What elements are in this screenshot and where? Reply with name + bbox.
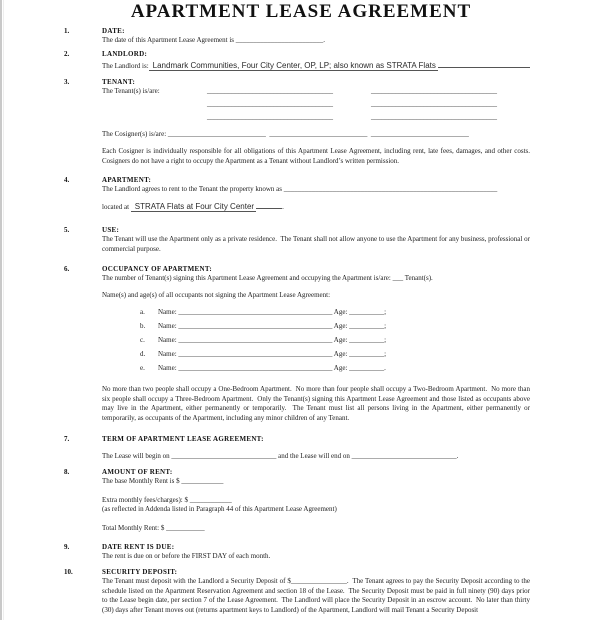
document-title: APARTMENT LEASE AGREEMENT — [130, 1, 472, 22]
occupant-letter: e. — [140, 364, 145, 372]
section-heading: TENANT: — [102, 78, 136, 86]
section-heading: APARTMENT: — [102, 176, 152, 184]
occupant-name-age-line: Name: ____________________________________________ Age: __________; — [158, 350, 387, 358]
address-blank-tail — [256, 200, 282, 209]
section-security-deposit — [64, 568, 530, 615]
occupant-row — [140, 364, 530, 373]
section-heading: SECURITY DEPOSIT: — [102, 568, 178, 576]
section-occupancy — [64, 265, 530, 423]
occupant-row — [140, 336, 530, 345]
occupant-letter: b. — [140, 322, 146, 330]
landlord-label: The Landlord is: — [102, 62, 149, 70]
section-heading: DATE RENT IS DUE: — [102, 543, 175, 551]
occupant-name-age-line: Name: ____________________________________________ Age: __________; — [158, 336, 387, 344]
occupant-name-age-line: Name: ____________________________________________ Age: __________; — [158, 322, 387, 330]
section-number: 1. — [64, 27, 70, 35]
section-tenant — [64, 78, 534, 166]
addenda-note-line: (as reflected in Addenda listed in Paragraph 44 of this Apartment Lease Agreement) — [102, 505, 337, 513]
section-number: 2. — [64, 50, 70, 58]
occupancy-paragraph: No more than two people shall occupy a One-Bedroom Apartment. No more than four people shall occupy a Two-Bedroom Apartment. No more than six people shall occupy a Three-Bedroom Apartment. Only the Tenant(s) signing this Apartment Lease Agreement and those listed as occupants above may live in the Apartment, either permanently or temporarily. The Tenant must list all persons living in the Apartment, either permanently or temporarily, as occupants of the Apartment, including any minor children of any Tenant. — [102, 385, 532, 422]
occupant-name-age-line: Name: ____________________________________________ Age: __________. — [158, 364, 386, 372]
tenant-blank: ____________________________________ — [371, 87, 497, 95]
apartment-line1: The Landlord agrees to rent to the Tenant the property known as _____________________________________________________________ — [102, 185, 498, 193]
cosigner-line: The Cosigner(s) is/are: ____________________________ ____________________________ ____________________________ — [102, 130, 469, 138]
tenant-blank: ____________________________________ — [207, 100, 333, 108]
section-number: 3. — [64, 78, 70, 86]
date-line: The date of this Apartment Lease Agreement is _________________________. — [102, 36, 325, 44]
section-rent-due — [64, 543, 530, 561]
rent-due-line: The rent is due on or before the FIRST DAY of each month. — [102, 552, 271, 560]
tenant-blank: ____________________________________ — [371, 100, 497, 108]
section-heading: USE: — [102, 226, 120, 234]
occupant-letter: c. — [140, 336, 145, 344]
section-number: 4. — [64, 176, 70, 184]
section-number: 10. — [64, 568, 73, 576]
section-heading: TERM OF APARTMENT LEASE AGREEMENT: — [102, 435, 264, 443]
section-number: 5. — [64, 226, 70, 234]
tenant-blank: ____________________________________ — [371, 113, 497, 121]
apartment-address-value: STRATA Flats at Four City Center — [131, 202, 256, 212]
section-number: 9. — [64, 543, 70, 551]
landlord-value: Landmark Communities, Four City Center, OP, LP; also known as STRATA Flats — [149, 61, 438, 71]
occupant-letter: d. — [140, 350, 146, 358]
apartment-line2 — [102, 200, 530, 212]
occupancy-line1: The number of Tenant(s) signing this Apartment Lease Agreement and occupying the Apartment is/are: ___ Tenant(s). — [102, 274, 433, 282]
occupant-letter: a. — [140, 308, 145, 316]
occupancy-line2: Name(s) and age(s) of all occupants not signing the Apartment Lease Agreement: — [102, 291, 331, 299]
occupant-row — [140, 322, 530, 331]
address-period: . — [282, 203, 284, 211]
section-use — [64, 226, 530, 254]
occupant-list — [140, 308, 530, 373]
section-number: 8. — [64, 468, 70, 476]
section-heading: OCCUPANCY OF APARTMENT: — [102, 265, 212, 273]
occupant-row — [140, 350, 530, 359]
use-paragraph: The Tenant will use the Apartment only as a private residence. The Tenant shall not allow anyone to use the Apartment for any business, professional or commercial purpose. — [102, 235, 532, 253]
tenant-blank-lines — [207, 87, 497, 122]
tenant-label: The Tenant(s) is/are: — [102, 87, 160, 95]
located-at-label: located at — [102, 203, 130, 211]
occupant-row — [140, 308, 530, 317]
occupant-name-age-line: Name: ____________________________________________ Age: __________; — [158, 308, 387, 316]
tenant-blank: ____________________________________ — [207, 87, 333, 95]
tenant-blank: ____________________________________ — [207, 113, 333, 121]
total-rent-line: Total Monthly Rent: $ ___________ — [102, 524, 205, 532]
section-date — [64, 27, 530, 45]
cosigner-paragraph: Each Cosigner is individually responsible for all obligations of this Apartment Lease Agreement, including rent, late fees, damages, and other costs. Cosigners do not have a right to occupy the Apartment as a Tenant without Landlord’s written permission. — [102, 147, 534, 165]
section-apartment — [64, 176, 530, 212]
section-term — [64, 435, 530, 461]
section-rent — [64, 468, 530, 533]
section-number: 6. — [64, 265, 70, 273]
security-deposit-paragraph: The Tenant must deposit with the Landlord a Security Deposit of $________________. The Tenant agrees to pay the Security Deposit according to the schedule listed on the Apartment Reservation Agreement and section 18 of the Lease. The Security Deposit must be paid in full ninety (90) days prior to the Lease begin date, per section 7 of the Lease Agreement. The Landlord will place the Security Deposit in an escrow account. No later than thirty (30) days after Tenant moves out (returns apartment keys to Landlord) of the Apartment, Landlord will mail Tenant a Security Deposit — [102, 577, 532, 614]
landlord-blank-tail — [438, 59, 530, 68]
extra-fees-line: Extra monthly fees/charges): $ ____________ — [102, 496, 232, 504]
section-number: 7. — [64, 435, 70, 443]
section-heading: DATE: — [102, 27, 125, 35]
term-line: The Lease will begin on ______________________________ and the Lease will end on ______________________________. — [102, 452, 459, 460]
section-landlord — [64, 50, 530, 71]
base-rent-line: The base Monthly Rent is $ ____________ — [102, 477, 224, 485]
section-heading: AMOUNT OF RENT: — [102, 468, 173, 476]
section-heading: LANDLORD: — [102, 50, 148, 58]
